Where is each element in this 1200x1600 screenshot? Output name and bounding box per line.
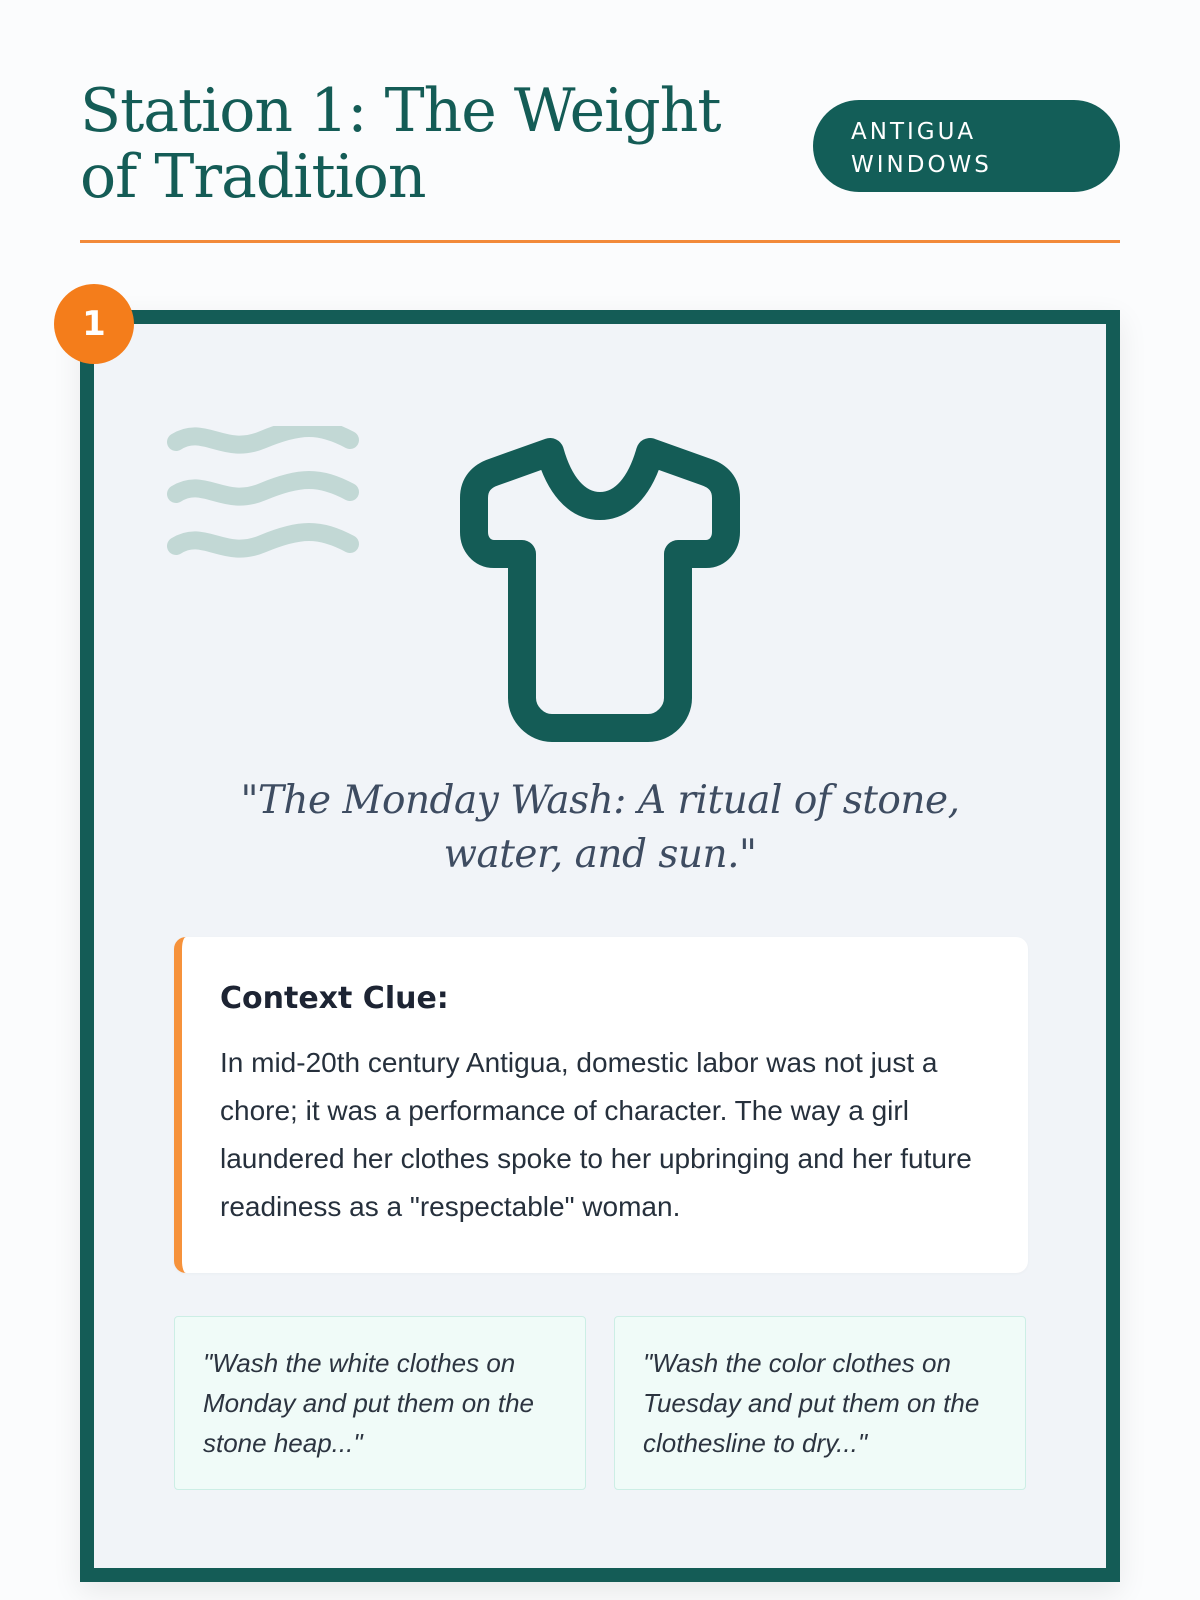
instruction-card-color-clothes: "Wash the color clothes on Tuesday and put them on the clothesline to dry..."	[614, 1316, 1026, 1490]
context-clue-box	[174, 937, 1028, 1273]
station-quote: "The Monday Wash: A ritual of stone, water, and sun."	[240, 778, 960, 877]
context-heading: Context Clue:	[220, 981, 449, 1016]
station-number-badge: 1	[54, 284, 134, 364]
instruction-card-white-clothes: "Wash the white clothes on Monday and put them on the stone heap..."	[174, 1316, 586, 1490]
shirt-icon	[452, 436, 748, 742]
location-badge: ANTIGUA WINDOWS	[813, 100, 1120, 192]
page-header	[80, 78, 1120, 243]
context-body: In mid-20th century Antigua, domestic labor was not just a chore; it was a performance of character. The way a girl laundered her clothes spoke to her upbringing and her future readiness as a "respectable" woman.	[220, 1047, 972, 1222]
page-title: Station 1: The Weight of Tradition	[80, 76, 721, 212]
waves-icon	[166, 426, 366, 566]
